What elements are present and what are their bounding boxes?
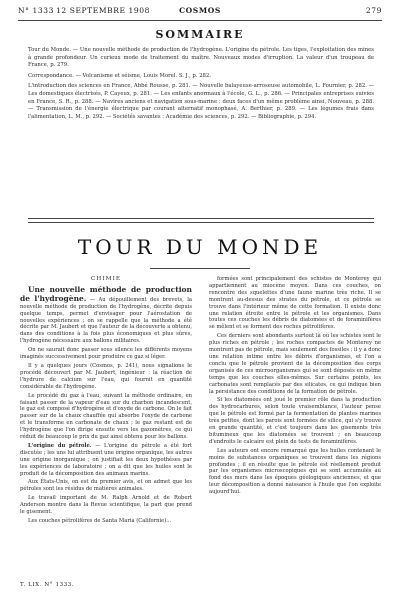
sommaire-paragraph: L'introduction des sciences en France, Abbé Rousse, p. 281. — Nouvelle balayeuse-arroseuse automobile, L. Fournier, p. 282. — Les domestiques électrisés, P. Cayeux, p. 281. — Les enfants anormaux à l'école, G. L., p. 286. — Principales entreprises suivies en France, S. R., p. 288. — Navires anciens et navigation sous-marine : deux faces d'un même problème ainsi, Nouveau, p. 288. — Transmission de l'énergie électrique par courant alternatif monophasé, A. Berthier, p. 289. — Les légumes frais dans l'alimentation, L. M., p. 292. — Sociétés savantes : Académie des sciences, p. 292. — Bibliographie, p. 294. — [28, 83, 374, 120]
article-paragraph — [20, 443, 192, 478]
issue-date: 12 SEPTEMBRE 1908 — [56, 6, 151, 15]
article-paragraph — [209, 397, 381, 445]
paragraph-heading: Une nouvelle méthode de production de l'hydrogène. — [20, 284, 192, 303]
paragraph-text: — Au dépouillement des brevets, la nouvelle méthode de production de l'hydrogène, décrite depuis quelque temps, permet d'envisager pour l'aérostation de nouvelles expériences ; on se rappelle que la méthode a été décrite par M. Jaubert et que l'auteur de la découverte a obtenu, dans des conditions à la fois plus économiques et plus sûres, l'hydrogène nécessaire aux ballons militaires. — [20, 296, 192, 345]
sommaire-paragraph: Tour du Monde. — Une nouvelle méthode de production de l'hydrogène. L'origine du pétrole. Les tiges, l'exploitation des mines à grande profondeur. Un curieux mode de traitement du maître. Nouveaux modes d'irruption. La valeur d'un troupeau de France, p. 279. — [28, 47, 374, 69]
page-number: 279 — [365, 6, 382, 15]
running-head — [18, 6, 382, 18]
article-paragraph — [20, 286, 192, 345]
paragraph-text: Si les diatomées ont joué le premier rôle dans la production des hydrocarbures, selon toute vraisemblance, l'auteur pense que le pétrole est formé par la fermentation de plantes marines très petites, dont les parois sont formées de silice, qui s'y trouve en grande quantité, et c'est toujours dans les gisements très bitumineux que les diatomées se trouvent ; en beaucoup d'endroits le calcaire est plein de tests de foraminifères. — [209, 397, 381, 445]
article-paragraph — [209, 333, 381, 395]
article-paragraph — [20, 479, 192, 493]
paragraph-text: Il y a quelques jours (Cosmos, p. 241), nous signalions le procédé découvert par M. Jaubert, ingénieur : la réaction de l'hydrure de calcium sur l'eau, qui fournit en quantité considérable de l'hydrogène. — [20, 362, 192, 390]
paragraph-heading: L'origine du pétrole. — [28, 442, 92, 449]
article-column-right — [209, 276, 381, 498]
article-paragraph — [20, 393, 192, 441]
article-paragraph — [209, 276, 381, 331]
sommaire-title: SOMMAIRE — [155, 28, 245, 41]
article-paragraph — [20, 495, 192, 516]
issue-number: N° 1333 — [18, 6, 54, 15]
article-paragraph — [209, 448, 381, 496]
paragraph-text: formées sont principalement des schistes de Monterey qui appartiennent au miocène moyen. Dans ces couches, on rencontre des squelettes d'une faune marine très riche. Il se montrent au-dessus des strates du pétrole, et ce pétrole se trouve dans l'intérieur même de cette formation. Il existe donc une relation étroite entre le pétrole et les organismes. Dans toutes ces couches les débris de diatomées et de foraminifères se mêlent et se forment des roches pétrolifères. — [209, 276, 381, 331]
paragraph-text: On ne saurait donc passer sous silence les différents moyens imaginés successivement pour produire ce gaz si léger. — [20, 347, 192, 361]
paragraph-text: Les couches pétrolifères de Santa Maria (Californie)... — [28, 518, 172, 524]
header-rule — [18, 20, 382, 21]
paragraph-text: Ces derniers sont abondants surtout là où les schistes sont le plus riches en pétrole ; les roches compactes de Monterey ne montrent pas de pétrole, mais seulement des fossiles ; il y a donc une relation intime entre les débris d'organismes, et l'on a conclu que le pétrole provient de la décomposition des corps organisés de ces microorganismes qui se sont déposés en même temps que les couches elles-mêmes. Sur certains points, les carbonates sont remplacés par des silicates, ce qui indique bien la persistance des conditions de la formation de pétrole. — [209, 333, 381, 395]
journal-name: COSMOS — [179, 6, 221, 15]
paragraph-text: Aux États-Unis, on est du premier avis, et on admet que les pétroles sont les résidus de matières animales. — [20, 479, 192, 493]
section-title: TOUR DU MONDE — [77, 235, 323, 259]
article-paragraph — [20, 518, 192, 525]
article-paragraph — [20, 363, 192, 391]
paragraph-text: Le procédé du gaz à l'eau, suivant la méthode ordinaire, en faisant passer de la vapeur d'eau sur du charbon incandescent, le gaz est composé d'hydrogène et d'oxyde de carbone. On le fait passer sur de la chaux chauffée qui absorbe l'oxyde de carbone et le transforme en carbonate de chaux ; le gaz restant est de l'hydrogène que l'on dirige ensuite vers les gazomètres, ce qui réduit de beaucoup le prix du gaz ainsi obtenu pour les ballons. — [20, 392, 192, 441]
article-column-left — [20, 276, 192, 527]
sommaire-body — [28, 47, 374, 124]
title-underline — [150, 268, 250, 269]
paragraph-text: — L'origine du pétrole a été fort discutée ; les uns lui attribuent une origine organique, les autres une origine inorganique ; on justifiait les deux hypothèses par les expériences de laboratoire ; on a dit que les huiles sont le produit de la décomposition des animaux marins. — [20, 442, 192, 477]
paragraph-text: Les auteurs ont encore remarqué que les huiles contenant le moins de substances organiques se trouvent dans les régions profondes ; il en résulte que le pétrole est réellement produit par les organismes microscopiques qui se sont accumulés au fond des mers dans les époques géologiques anciennes, et que leur décomposition a donné naissance à l'huile que l'on exploite aujourd'hui. — [209, 447, 381, 496]
sommaire-paragraph: Correspondance. — Volcanisme et séisme, Louis Morel. S. J., p. 282. — [28, 72, 211, 79]
volume-footer: T. LIX. N° 1333. — [20, 582, 75, 588]
section-rule-bottom — [28, 222, 374, 223]
rubric-label: CHIMIE — [90, 276, 122, 282]
section-rule-top — [28, 218, 374, 219]
paragraph-text: Le travail important de M. Ralph Arnold et de Robert Anderson montre dans la Revue scientifique, la part que prend le gisement. — [20, 495, 192, 516]
article-paragraph — [20, 347, 192, 361]
